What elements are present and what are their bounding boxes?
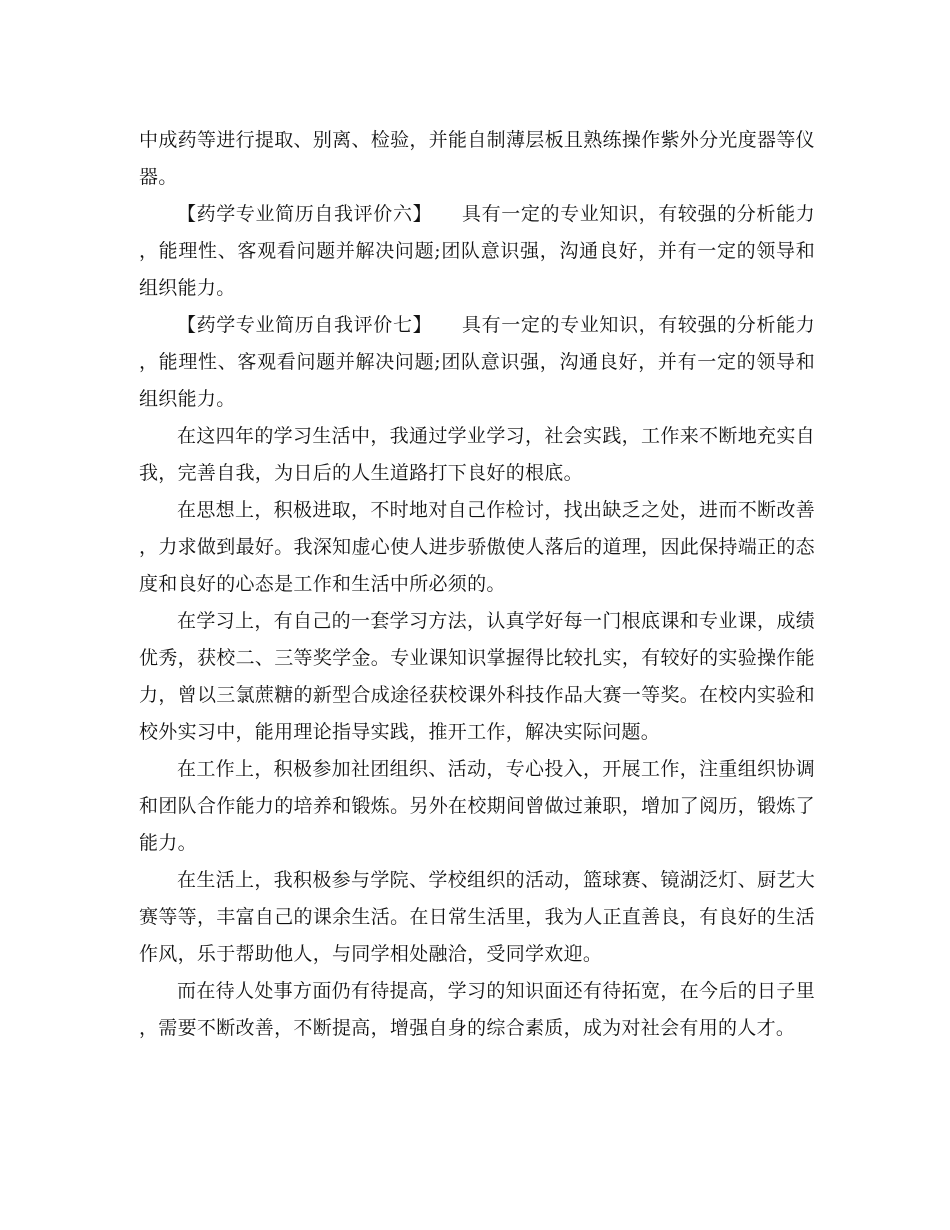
- paragraph-thought: [139, 492, 815, 603]
- paragraph-text: 在生活上，我积极参与学院、学校组织的活动，篮球赛、镜湖泛灯、厨艺大赛等等，丰富自己的课余生活。在日常生活里，我为人正直善良，有良好的生活作风，乐于帮助他人，与同学相处融洽，受同学欢迎。: [139, 869, 815, 965]
- paragraph-life: [139, 862, 815, 973]
- paragraph-four-years: [139, 418, 815, 492]
- paragraph-text: 【药学专业简历自我评价六】 具有一定的专业知识，有较强的分析能力，能理性、客观看问题并解决问题;团队意识强，沟通良好，并有一定的领导和组织能力。: [139, 203, 815, 299]
- paragraph-text: 在工作上，积极参加社团组织、活动，专心投入，开展工作，注重组织协调和团队合作能力的培养和锻炼。另外在校期间曾做过兼职，增加了阅历，锻炼了能力。: [139, 758, 815, 854]
- paragraph-evaluation-seven: [139, 307, 815, 418]
- paragraph-text: 中成药等进行提取、别离、检验，并能自制薄层板且熟练操作紫外分光度器等仪器。: [139, 129, 815, 188]
- paragraph-text: 而在待人处事方面仍有待提高，学习的知识面还有待拓宽，在今后的日子里，需要不断改善，不断提高，增强自身的综合素质，成为对社会有用的人才。: [139, 980, 815, 1039]
- paragraph-text: 【药学专业简历自我评价七】 具有一定的专业知识，有较强的分析能力，能理性、客观看问题并解决问题;团队意识强，沟通良好，并有一定的领导和组织能力。: [139, 314, 815, 410]
- paragraph-improvement: [139, 973, 815, 1047]
- paragraph-work: [139, 751, 815, 862]
- document-body: [139, 122, 815, 1047]
- paragraph-text: 在这四年的学习生活中，我通过学业学习，社会实践，工作来不断地充实自我，完善自我，为日后的人生道路打下良好的根底。: [139, 425, 815, 484]
- paragraph-continuation: [139, 122, 815, 196]
- paragraph-text: 在学习上，有自己的一套学习方法，认真学好每一门根底课和专业课，成绩优秀，获校二、三等奖学金。专业课知识掌握得比较扎实，有较好的实验操作能力，曾以三氯蔗糖的新型合成途径获校课外科技作品大赛一等奖。在校内实验和校外实习中，能用理论指导实践，推开工作，解决实际问题。: [139, 610, 815, 743]
- paragraph-evaluation-six: [139, 196, 815, 307]
- paragraph-text: 在思想上，积极进取，不时地对自己作检讨，找出缺乏之处，进而不断改善，力求做到最好。我深知虚心使人进步骄傲使人落后的道理，因此保持端正的态度和良好的心态是工作和生活中所必须的。: [139, 499, 815, 595]
- paragraph-study: [139, 603, 815, 751]
